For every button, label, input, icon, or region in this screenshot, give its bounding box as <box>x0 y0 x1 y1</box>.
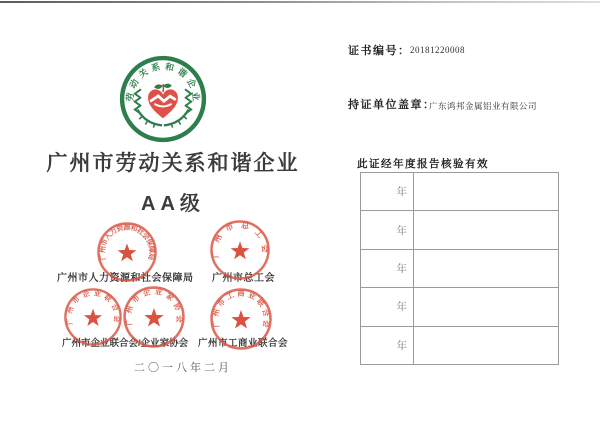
year-cell: 年 <box>361 249 414 287</box>
seal-star-icon <box>231 310 250 328</box>
issuer-caption-human-resources-bureau: 广州市人力资源和社会保障局 <box>57 273 194 284</box>
official-seal-entrepreneurs-association <box>122 285 186 349</box>
official-seal-enterprise-confederation <box>63 287 123 347</box>
seal-star-icon <box>118 243 137 261</box>
official-seal-industry-commerce-federation <box>209 287 273 351</box>
issuer-caption-federation-trade-unions: 广州市总工会 <box>212 273 275 284</box>
holder-company-name: 广东鸿邦金属铝业有限公司 <box>429 101 538 111</box>
table-row <box>361 288 559 326</box>
year-cell: 年 <box>361 173 414 211</box>
verification-table-title: 此证经年度报告核验有效 <box>357 158 489 170</box>
seal-arc-text: 广州市人力资源和社会保障局 <box>98 223 156 261</box>
scanner-edge-artifact <box>0 1 600 3</box>
verification-blank-cell <box>414 326 559 364</box>
seal-arc-text: 广州市企业联合会 <box>66 290 120 326</box>
seal-arc-text: 广州市工商业联合会 <box>210 288 272 329</box>
cert-number-value: 20181220008 <box>410 45 465 55</box>
certificate-title <box>20 147 326 216</box>
verification-blank-cell <box>414 249 559 287</box>
issuer-caption-enterprise-confederation: 广州市企业联合会/企业家协会 <box>62 338 189 349</box>
seal-star-icon <box>231 241 250 259</box>
table-row <box>361 211 559 249</box>
holder-stamp-label: 持证单位盖章： <box>348 99 436 111</box>
table-row <box>361 326 559 364</box>
certificate-grade: AA级 <box>141 193 205 215</box>
official-seal-human-resources-bureau <box>96 221 158 283</box>
table-row <box>361 249 559 287</box>
certificate-title-line1: 广州市劳动关系和谐企业 <box>46 152 300 175</box>
cert-number-label: 证书编号： <box>348 45 411 57</box>
year-cell: 年 <box>361 326 414 364</box>
logo-arc-text: 劳动关系和谐企业 <box>124 61 202 102</box>
issue-date: 二〇一八年二月 <box>134 362 232 374</box>
verification-blank-cell <box>414 173 559 211</box>
verification-blank-cell <box>414 211 559 249</box>
verification-blank-cell <box>414 288 559 326</box>
official-seal-federation-trade-unions <box>209 219 271 281</box>
year-cell: 年 <box>361 288 414 326</box>
harmony-enterprise-logo-icon <box>119 55 207 143</box>
seal-star-icon <box>84 309 102 326</box>
table-row <box>361 173 559 211</box>
year-cell: 年 <box>361 211 414 249</box>
seal-arc-text: 广州市企业家协会 <box>123 286 185 327</box>
seal-arc-text: 广州市总工会 <box>210 220 270 259</box>
seal-star-icon <box>144 308 163 326</box>
issuer-caption-industry-commerce-federation: 广州市工商业联合会 <box>198 338 289 349</box>
annual-verification-table <box>360 172 559 365</box>
